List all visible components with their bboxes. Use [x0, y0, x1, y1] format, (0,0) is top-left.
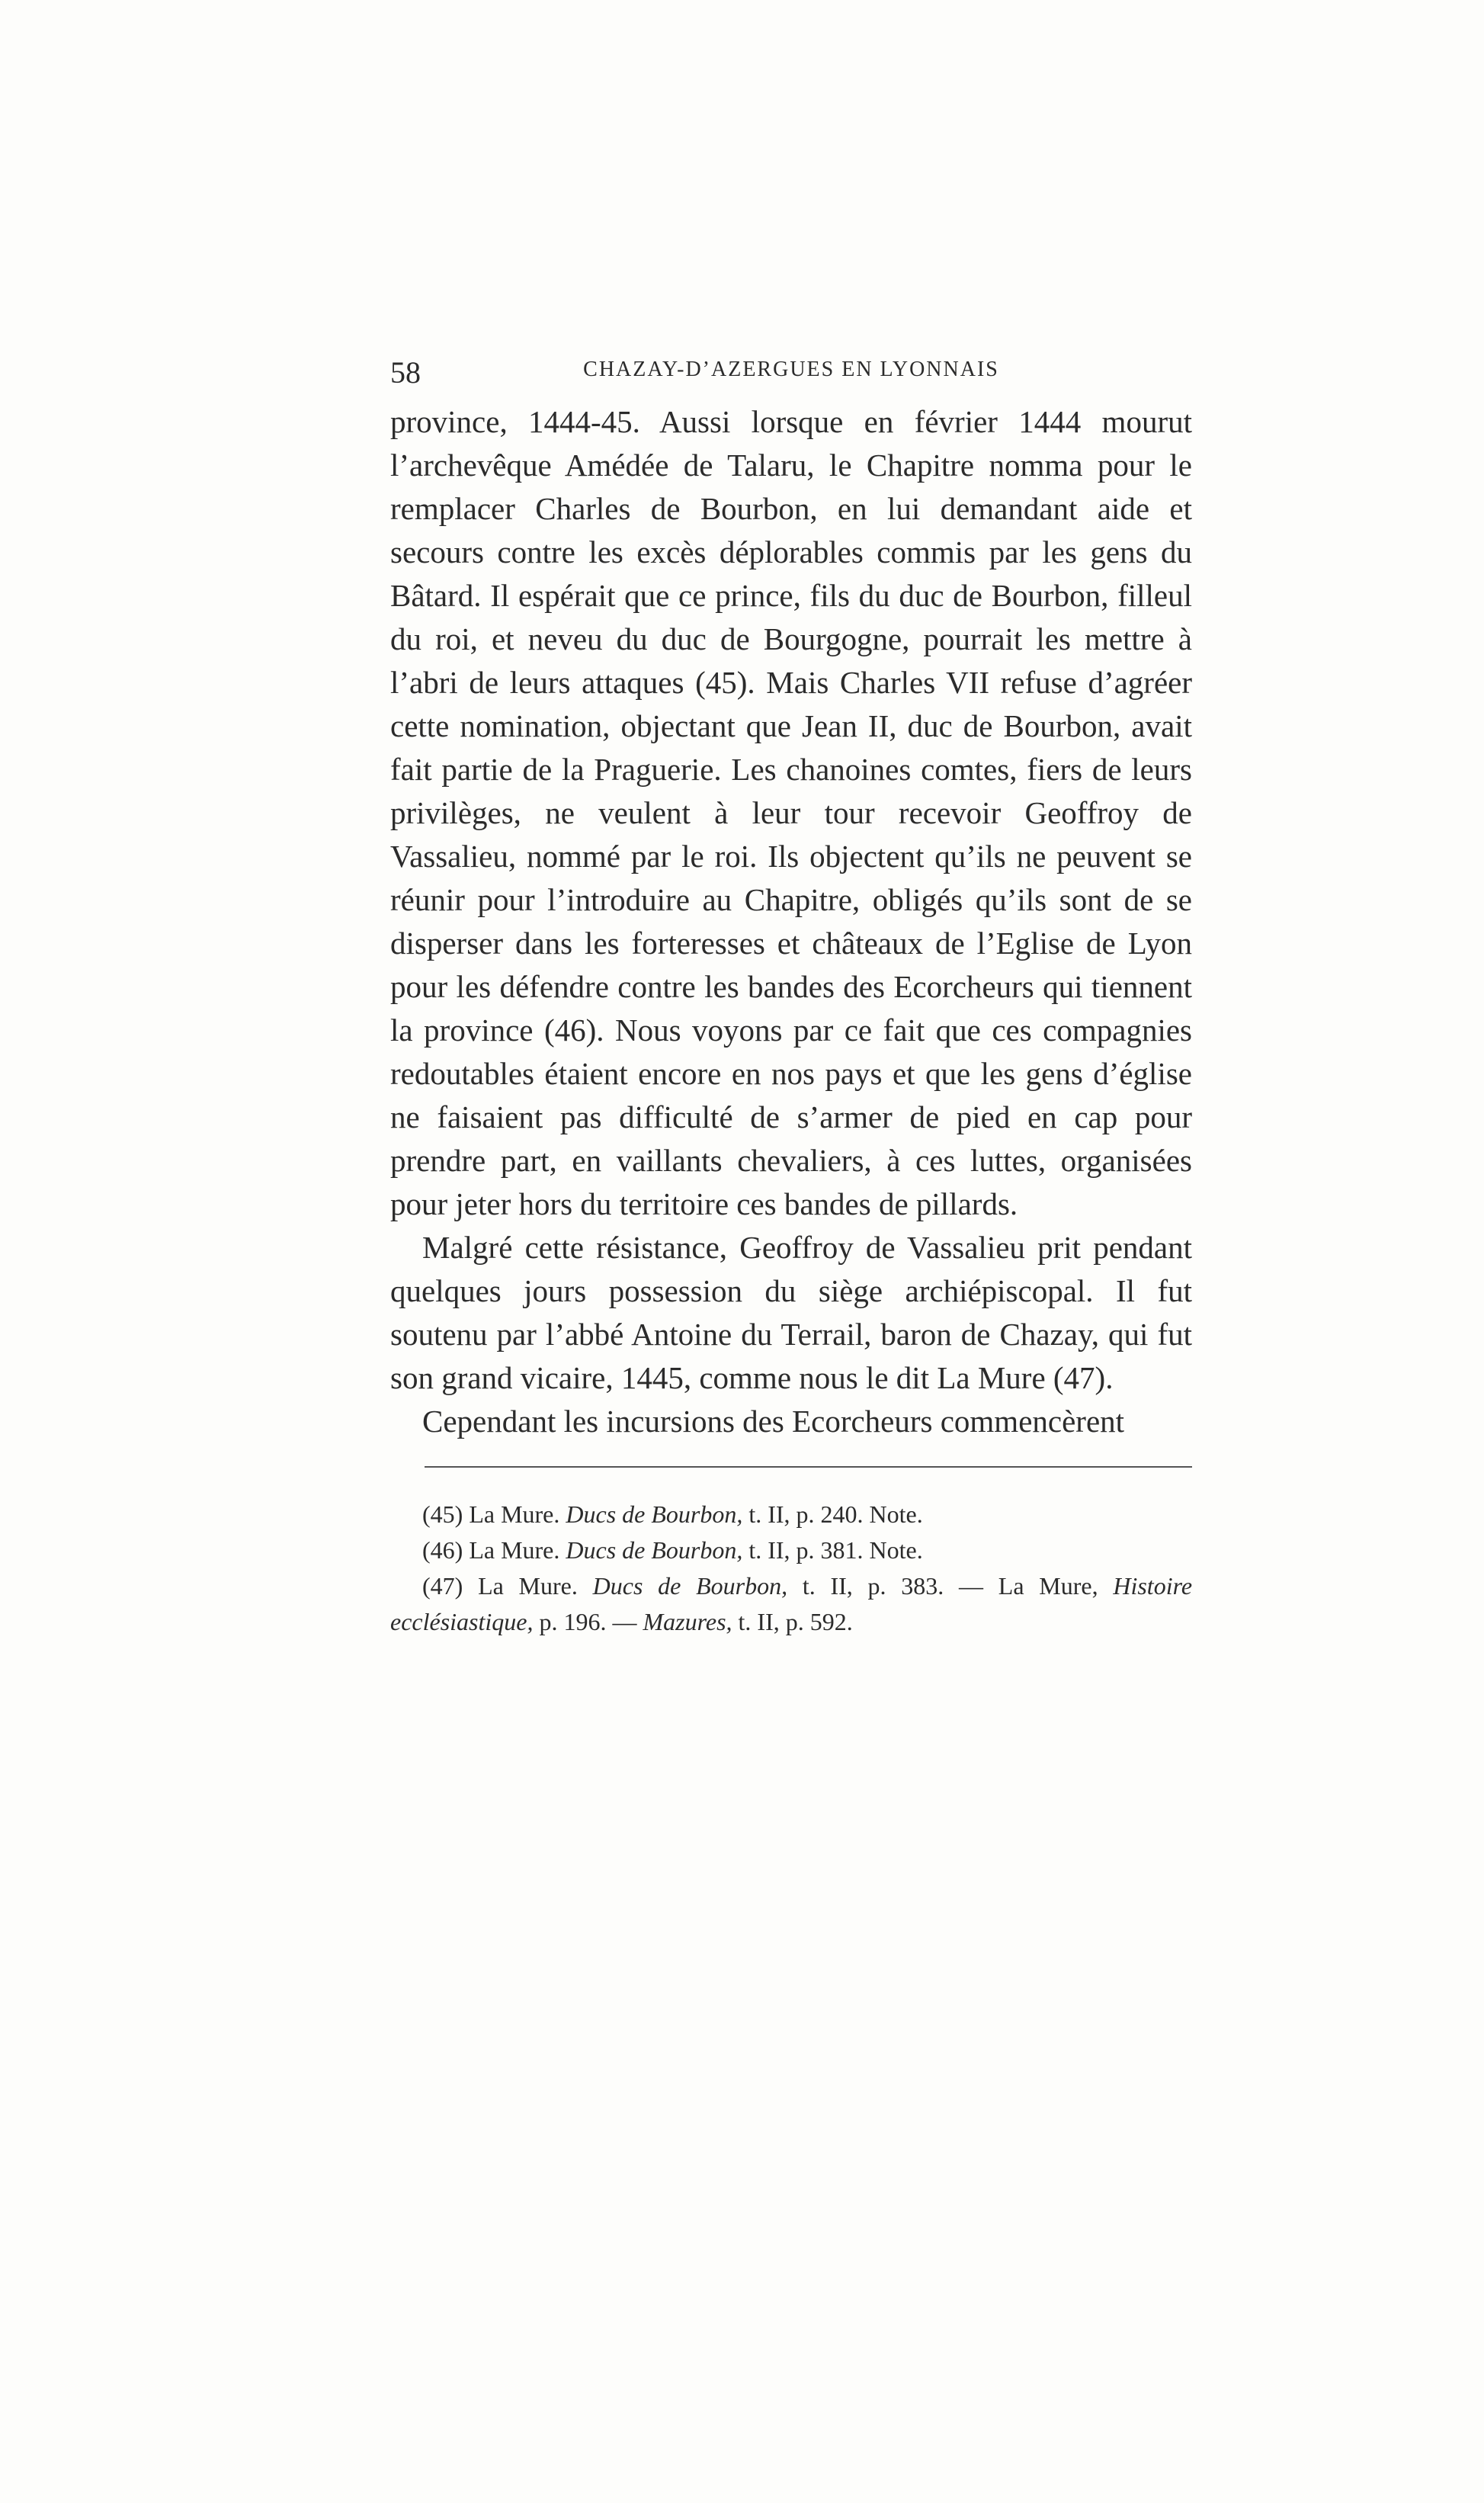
- book-page: [390, 355, 1192, 1640]
- footnote-author: La Mure.: [478, 1572, 578, 1600]
- footnote-47: [390, 1568, 1192, 1640]
- footnote-reference: t. II, p. 240. Note.: [748, 1500, 923, 1528]
- footnote-author: La Mure.: [469, 1536, 560, 1564]
- footnote-reference: p. 196. —: [539, 1608, 637, 1635]
- running-title: CHAZAY-D’AZERGUES EN LYONNAIS: [583, 358, 999, 381]
- footnote-title: Ducs de Bourbon,: [592, 1572, 788, 1600]
- footnote-reference: t. II, p. 381. Note.: [748, 1536, 923, 1564]
- footnote-title: Mazures,: [643, 1608, 732, 1635]
- footnote-mark: (47): [422, 1572, 463, 1600]
- paragraph: Cependant les incursions des Ecorcheurs commencèrent: [422, 1404, 1125, 1439]
- body-text: [390, 400, 1192, 1443]
- footnote-title: Histoire ecclésiastique,: [390, 1572, 1193, 1635]
- running-head: [390, 355, 1192, 400]
- footnote-reference: t. II, p. 592.: [738, 1608, 853, 1635]
- footnote-mark: (45): [422, 1500, 463, 1528]
- footnote-reference: t. II, p. 383. — La Mure,: [802, 1572, 1098, 1600]
- footnote-divider: [425, 1466, 1192, 1468]
- footnote-46: [390, 1532, 1192, 1568]
- footnotes: [390, 1497, 1192, 1640]
- paragraph: province, 1444-45. Aussi lorsque en février 1444 mourut l’archevêque Amédée de Talaru, le Chapitre nomma pour le remplacer Charles de Bourbon, en lui demandant aide et secours contre les excès déplorables commis par les gens du Bâtard. Il espérait que ce prince, fils du duc de Bourbon, filleul du roi, et neveu du duc de Bourgogne, pourrait les mettre à l’abri de leurs attaques (45). Mais Charles VII refuse d’agréer cette nomination, objectant que Jean II, duc de Bourbon, avait fait partie de la Praguerie. Les chanoines comtes, fiers de leurs privilèges, ne veulent à leur tour recevoir Geoffroy de Vassalieu, nommé par le roi. Ils objectent qu’ils ne peuvent se réunir pour l’introduire au Chapitre, obligés qu’ils sont de se disperser dans les forteresses et châteaux de l’Eglise de Lyon pour les défendre contre les bandes des Ecorcheurs qui tiennent la province (46). Nous voyons par ce fait que ces compagnies redoutables étaient encore en nos pays et que les gens d’église ne faisaient pas difficulté de s’armer de pied en cap pour prendre part, en vaillants chevaliers, à ces luttes, organisées pour jeter hors du territoire ces bandes de pillards.: [390, 404, 1192, 1221]
- footnote-mark: (46): [422, 1536, 463, 1564]
- footnote-45: [390, 1497, 1192, 1532]
- page-number: 58: [390, 355, 421, 390]
- footnote-title: Ducs de Bourbon,: [566, 1536, 743, 1564]
- paragraph: Malgré cette résistance, Geoffroy de Vassalieu prit pendant quelques jours possession du siège archiépiscopal. Il fut soutenu par l’abbé Antoine du Terrail, baron de Chazay, qui fut son grand vicaire, 1445, comme nous le dit La Mure (47).: [390, 1230, 1192, 1395]
- footnote-title: Ducs de Bourbon,: [566, 1500, 743, 1528]
- footnote-author: La Mure.: [469, 1500, 560, 1528]
